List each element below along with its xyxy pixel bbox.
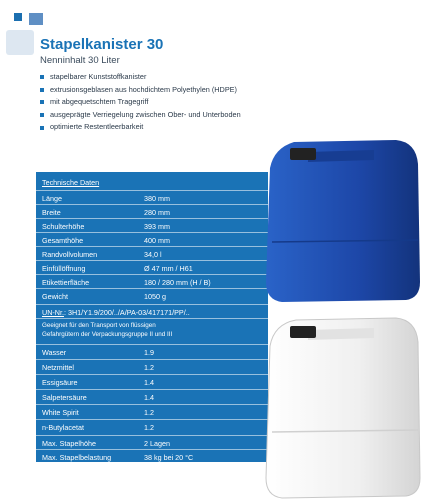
spec-key: Einfüllöffnung: [42, 264, 86, 273]
feature-text: extrusionsgeblasen aus hochdichtem Polyethylen (HDPE): [50, 84, 237, 94]
un-value: : 3H1/Y1.9/200/../A/PA-03/417171/PP/..: [63, 308, 190, 317]
spec-value: 280 mm: [144, 208, 170, 217]
spec-row: [36, 218, 268, 233]
substance-key: Wasser: [42, 348, 67, 357]
blue-canister-cap: [290, 148, 316, 160]
feature-item: [40, 121, 241, 134]
spec-value: 380 mm: [144, 194, 170, 203]
spec-row: [36, 246, 268, 261]
substance-value: 1.2: [144, 423, 154, 432]
spec-key: Etikettierfläche: [42, 278, 90, 287]
spec-value: 400 mm: [144, 236, 170, 245]
product-subtitle: Nenninhalt 30 Liter: [40, 55, 120, 66]
blue-canister-body: [266, 140, 420, 302]
feature-text: ausgeprägte Verriegelung zwischen Ober- und Unterboden: [50, 109, 241, 119]
product-title: Stapelkanister 30: [40, 36, 164, 53]
substance-row: [36, 359, 268, 374]
spec-row: [36, 204, 268, 219]
substance-value: 1.9: [144, 348, 154, 357]
spec-row: [36, 288, 268, 303]
spec-value: 180 / 280 mm (H / B): [144, 278, 211, 287]
spec-row: [36, 232, 268, 247]
white-canister-body: [266, 318, 420, 498]
stack-key: Max. Stapelhöhe: [42, 439, 96, 448]
spec-key: Länge: [42, 194, 62, 203]
bullet-icon: [40, 113, 44, 117]
stack-value: 2 Lagen: [144, 439, 170, 448]
stack-row: [36, 435, 268, 450]
substance-row: [36, 344, 268, 359]
spec-key: Breite: [42, 208, 61, 217]
spec-key: Gewicht: [42, 292, 68, 301]
bullet-icon: [40, 88, 44, 92]
decor-square-medium: [29, 13, 43, 25]
spec-key: Randvollvolumen: [42, 250, 98, 259]
substance-value: 1.4: [144, 393, 154, 402]
feature-text: optimierte Restentleerbarkeit: [50, 122, 144, 132]
feature-list: [40, 71, 241, 134]
decor-square-small: [14, 13, 22, 21]
substance-row: [36, 374, 268, 389]
spec-key: Schulterhöhe: [42, 222, 85, 231]
feature-item: [40, 96, 241, 109]
substance-key: White Spirit: [42, 408, 79, 417]
white-canister: [266, 318, 420, 498]
blue-canister: [266, 140, 420, 302]
feature-item: [40, 109, 241, 122]
spec-key: Gesamthöhe: [42, 236, 84, 245]
substance-row: [36, 389, 268, 404]
spec-value: 1050 g: [144, 292, 166, 301]
spec-table: [36, 172, 268, 462]
substance-key: Netzmittel: [42, 363, 74, 372]
substance-row: [36, 404, 268, 419]
spec-value: 393 mm: [144, 222, 170, 231]
feature-text: stapelbarer Kunststoffkanister: [50, 72, 147, 81]
un-number-row: [36, 304, 268, 319]
feature-item: [40, 71, 241, 84]
spec-row: [36, 190, 268, 205]
hazard-note-line2: Gefahrgütern der Verpackungsgruppe II und III: [42, 331, 173, 338]
substance-row: [36, 419, 268, 434]
spec-row: [36, 260, 268, 275]
blue-canister-handle: [308, 150, 374, 162]
white-canister-cap: [290, 326, 316, 338]
spec-row: [36, 274, 268, 289]
substance-key: n-Butylacetat: [42, 423, 84, 432]
substance-value: 1.4: [144, 378, 154, 387]
stack-row: [36, 449, 268, 464]
bullet-icon: [40, 100, 44, 104]
bullet-icon: [40, 126, 44, 130]
bullet-icon: [40, 75, 44, 79]
decor-square-large: [6, 30, 34, 55]
un-label: UN-Nr.: [42, 308, 64, 317]
spec-heading: Technische Daten: [42, 178, 100, 187]
spec-value: Ø 47 mm / H61: [144, 264, 193, 273]
hazard-note-line1: Geeignet für den Transport von flüssigen: [42, 322, 156, 329]
white-canister-handle: [308, 328, 374, 340]
feature-item: [40, 84, 241, 97]
stack-value: 38 kg bei 20 °C: [144, 453, 194, 462]
substance-value: 1.2: [144, 408, 154, 417]
substance-key: Essigsäure: [42, 378, 78, 387]
stack-key: Max. Stapelbelastung: [42, 453, 112, 462]
hazard-note: [36, 318, 268, 345]
spec-value: 34,0 l: [144, 250, 162, 259]
canister-illustration: [246, 132, 428, 500]
un-number: [42, 308, 190, 317]
substance-key: Salpetersäure: [42, 393, 87, 402]
feature-text: mit abgequetschtem Tragegriff: [50, 97, 149, 107]
substance-value: 1.2: [144, 363, 154, 372]
